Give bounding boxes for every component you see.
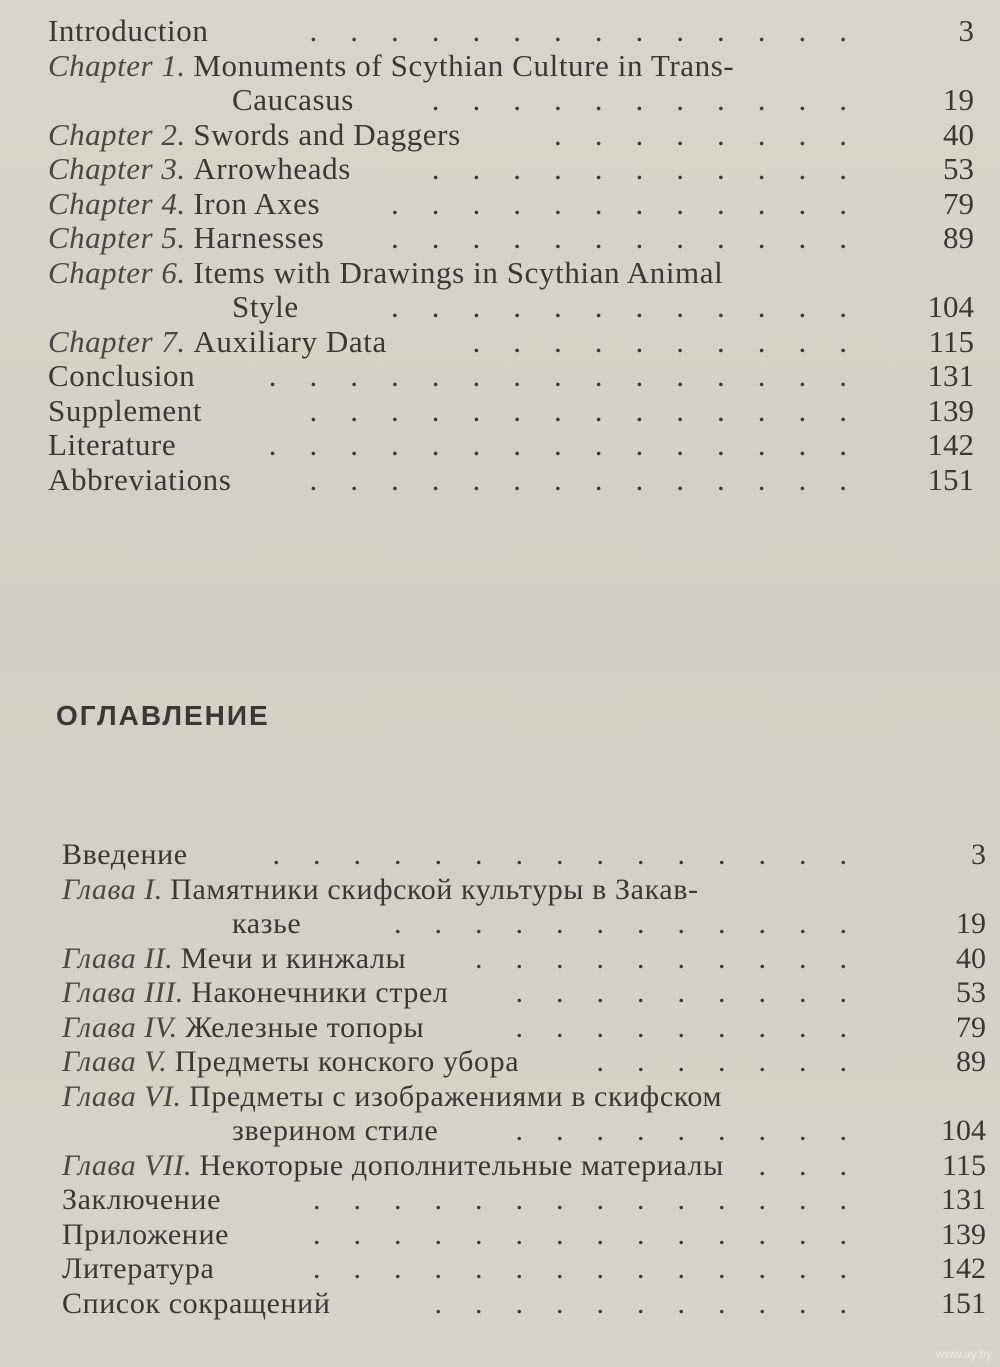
chapter-prefix: Chapter 3. <box>48 152 186 186</box>
dot-leader: ........... <box>434 1286 880 1320</box>
toc-entry-label <box>62 1011 424 1046</box>
toc-entry <box>0 1218 1000 1253</box>
chapter-prefix: Chapter 1. <box>48 48 186 83</box>
entry-title: Monuments of Scythian Culture in Trans- <box>193 48 735 83</box>
page-number: 40 <box>943 117 974 152</box>
chapter-prefix: Chapter 2. <box>48 117 186 152</box>
toc-entry-label <box>232 83 354 118</box>
toc-entry-label <box>62 1183 221 1218</box>
entry-title-continuation: казье <box>232 907 302 940</box>
toc-entry-line <box>0 1252 1000 1287</box>
toc-entry-line <box>0 976 1000 1011</box>
dot-leader: .............. <box>309 462 880 497</box>
entry-title: Введение <box>62 838 188 871</box>
toc-entry-continuation-line <box>0 290 1000 325</box>
toc-entry-line <box>0 325 1000 360</box>
dot-leader: .............. <box>313 1252 880 1285</box>
chapter-prefix: Глава II. <box>62 941 174 975</box>
toc-entry-line <box>0 1045 1000 1080</box>
entry-title: Заключение <box>62 1183 221 1216</box>
toc-entry <box>0 838 1000 873</box>
entry-title: Supplement <box>48 393 203 428</box>
entry-title: Некоторые дополнительные материалы <box>199 1148 724 1182</box>
chapter-prefix: Глава I. <box>62 872 163 906</box>
page-number: 89 <box>956 1045 986 1078</box>
russian-toc-heading: ОГЛАВЛЕНИЕ <box>56 700 270 731</box>
page-number: 53 <box>956 976 986 1009</box>
chapter-prefix: Chapter 4. <box>48 186 186 221</box>
toc-entry-line <box>0 1183 1000 1218</box>
entry-title: Introduction <box>48 14 209 48</box>
page-number: 89 <box>943 221 974 255</box>
toc-entry-label <box>48 394 202 429</box>
toc-entry <box>0 221 1000 256</box>
toc-entry <box>0 1080 1000 1149</box>
page-number: 131 <box>941 1183 986 1216</box>
chapter-prefix: Глава VII. <box>62 1148 193 1182</box>
entry-title: Литература <box>62 1252 215 1285</box>
toc-entry-label <box>48 221 324 256</box>
toc-entry-label <box>62 1218 229 1253</box>
toc-entry-label <box>48 152 351 187</box>
toc-entry-label <box>48 463 231 498</box>
entry-title-continuation: зверином стиле <box>232 1114 439 1147</box>
toc-entry <box>0 325 1000 360</box>
toc-entry <box>0 14 1000 49</box>
toc-entry-label <box>232 1114 438 1149</box>
chapter-prefix: Глава III. <box>62 976 184 1009</box>
dot-leader: .............. <box>309 14 880 48</box>
chapter-prefix: Глава VI. <box>62 1079 182 1113</box>
dot-leader: ............ <box>391 186 880 221</box>
toc-entry-label <box>232 290 299 325</box>
toc-entry <box>0 118 1000 153</box>
toc-entry <box>0 1045 1000 1080</box>
page-number: 104 <box>941 1114 986 1147</box>
toc-entry-label <box>48 256 723 291</box>
dot-leader: ......... <box>515 976 880 1009</box>
dot-leader: ............ <box>394 907 880 940</box>
toc-entry-label <box>62 1287 331 1322</box>
toc-entry-line <box>0 1011 1000 1046</box>
entry-title: Items with Drawings in Scythian Animal <box>193 255 724 290</box>
page-number: 151 <box>927 462 974 497</box>
toc-entry <box>0 187 1000 222</box>
entry-title-continuation: Style <box>232 290 299 324</box>
dot-leader: .......... <box>475 941 880 975</box>
toc-entry-label <box>48 49 734 84</box>
dot-leader: .............. <box>313 1183 880 1216</box>
toc-entry <box>0 976 1000 1011</box>
toc-entry-line <box>0 187 1000 222</box>
dot-leader: ............ <box>391 221 880 255</box>
entry-title: Список сокращений <box>62 1286 331 1320</box>
toc-entry <box>0 1183 1000 1218</box>
dot-leader: .............. <box>309 393 880 428</box>
dot-leader: .......... <box>472 324 880 359</box>
toc-entry-line <box>0 463 1000 498</box>
toc-entry <box>0 1287 1000 1322</box>
page-number: 3 <box>958 14 974 48</box>
toc-entry-label <box>48 428 176 463</box>
russian-table-of-contents <box>0 838 1000 1321</box>
chapter-prefix: Chapter 7. <box>48 324 186 359</box>
chapter-prefix: Chapter 5. <box>48 221 186 255</box>
entry-title: Мечи и кинжалы <box>180 941 407 975</box>
toc-entry-label <box>62 1252 214 1287</box>
toc-entry-line <box>0 118 1000 153</box>
toc-entry-line <box>0 1080 1000 1115</box>
dot-leader: ............ <box>391 290 880 324</box>
toc-entry-label <box>62 1080 722 1115</box>
toc-entry-line <box>0 49 1000 84</box>
toc-entry <box>0 359 1000 394</box>
toc-entry-label <box>48 14 208 49</box>
toc-entry-continuation-line <box>0 1114 1000 1149</box>
entry-title: Памятники скифской культуры в Закав- <box>170 872 699 906</box>
toc-entry <box>0 873 1000 942</box>
dot-leader: ............... <box>272 838 880 871</box>
toc-entry-label <box>48 359 195 394</box>
toc-entry-line <box>0 1287 1000 1322</box>
toc-entry-line <box>0 152 1000 187</box>
dot-leader: ....... <box>596 1045 880 1078</box>
toc-entry <box>0 1011 1000 1046</box>
page-number: 139 <box>927 393 974 428</box>
toc-entry-line <box>0 221 1000 256</box>
entry-title: Железные топоры <box>185 1010 425 1044</box>
english-table-of-contents <box>0 14 1000 497</box>
page-number: 19 <box>943 83 974 117</box>
page-number: 115 <box>942 1148 986 1182</box>
dot-leader: ........ <box>554 117 880 152</box>
toc-entry-label <box>62 873 699 908</box>
chapter-prefix: Chapter 6. <box>48 255 186 290</box>
toc-entry-line <box>0 873 1000 908</box>
dot-leader: .............. <box>313 1217 880 1251</box>
entry-title-continuation: Caucasus <box>232 83 354 117</box>
toc-entry <box>0 1252 1000 1287</box>
toc-entry-label <box>62 1045 519 1080</box>
toc-entry-line <box>0 1149 1000 1184</box>
toc-entry-line <box>0 394 1000 429</box>
chapter-prefix: Глава IV. <box>62 1010 178 1044</box>
entry-title: Conclusion <box>48 359 196 393</box>
dot-leader: ........... <box>431 152 880 186</box>
page-number: 79 <box>943 186 974 221</box>
chapter-prefix: Глава V. <box>62 1045 168 1078</box>
entry-title: Iron Axes <box>193 186 321 221</box>
page-number: 151 <box>941 1286 986 1320</box>
page-number: 104 <box>927 290 974 324</box>
toc-entry-line <box>0 14 1000 49</box>
toc-entry-line <box>0 359 1000 394</box>
dot-leader: ............... <box>268 359 880 393</box>
toc-entry-label <box>48 187 320 222</box>
entry-title: Предметы конского убора <box>174 1045 520 1078</box>
entry-title: Приложение <box>62 1217 230 1251</box>
dot-leader: ... <box>758 1148 880 1182</box>
toc-entry-label <box>62 976 448 1011</box>
toc-entry-label <box>232 907 301 942</box>
dot-leader: ............... <box>268 428 880 462</box>
dot-leader: ........... <box>431 83 880 117</box>
toc-entry-continuation-line <box>0 83 1000 118</box>
dot-leader: ......... <box>515 1010 880 1044</box>
toc-entry <box>0 152 1000 187</box>
entry-title: Наконечники стрел <box>191 976 449 1009</box>
toc-entry <box>0 394 1000 429</box>
toc-entry-line <box>0 256 1000 291</box>
page-number: 142 <box>927 428 974 462</box>
toc-entry-line <box>0 428 1000 463</box>
watermark: www.ay.by <box>935 1347 992 1361</box>
page-number: 53 <box>943 152 974 186</box>
toc-entry-line <box>0 942 1000 977</box>
page-number: 79 <box>956 1010 986 1044</box>
entry-title: Предметы с изображениями в скифском <box>189 1079 723 1113</box>
entry-title: Literature <box>48 428 177 462</box>
entry-title: Swords and Daggers <box>193 117 461 152</box>
toc-entry-continuation-line <box>0 907 1000 942</box>
toc-entry-label <box>62 1149 724 1184</box>
toc-entry-line <box>0 838 1000 873</box>
toc-entry <box>0 942 1000 977</box>
toc-entry-label <box>62 838 188 873</box>
toc-entry <box>0 463 1000 498</box>
page-number: 139 <box>941 1217 986 1251</box>
page-number: 19 <box>956 907 986 940</box>
dot-leader: ......... <box>515 1114 880 1147</box>
entry-title: Abbreviations <box>48 462 232 497</box>
toc-entry-label <box>48 325 387 360</box>
toc-entry-line <box>0 1218 1000 1253</box>
toc-entry-label <box>62 942 406 977</box>
page-number: 131 <box>927 359 974 393</box>
toc-entry <box>0 428 1000 463</box>
toc-entry <box>0 49 1000 118</box>
entry-title: Harnesses <box>193 221 325 255</box>
page-number: 40 <box>956 941 986 975</box>
page-number: 3 <box>971 838 986 871</box>
entry-title: Auxiliary Data <box>193 324 387 359</box>
toc-entry-label <box>48 118 461 153</box>
toc-entry <box>0 1149 1000 1184</box>
toc-entry <box>0 256 1000 325</box>
page-number: 142 <box>941 1252 986 1285</box>
page-number: 115 <box>928 324 974 359</box>
entry-title: Arrowheads <box>193 152 351 186</box>
